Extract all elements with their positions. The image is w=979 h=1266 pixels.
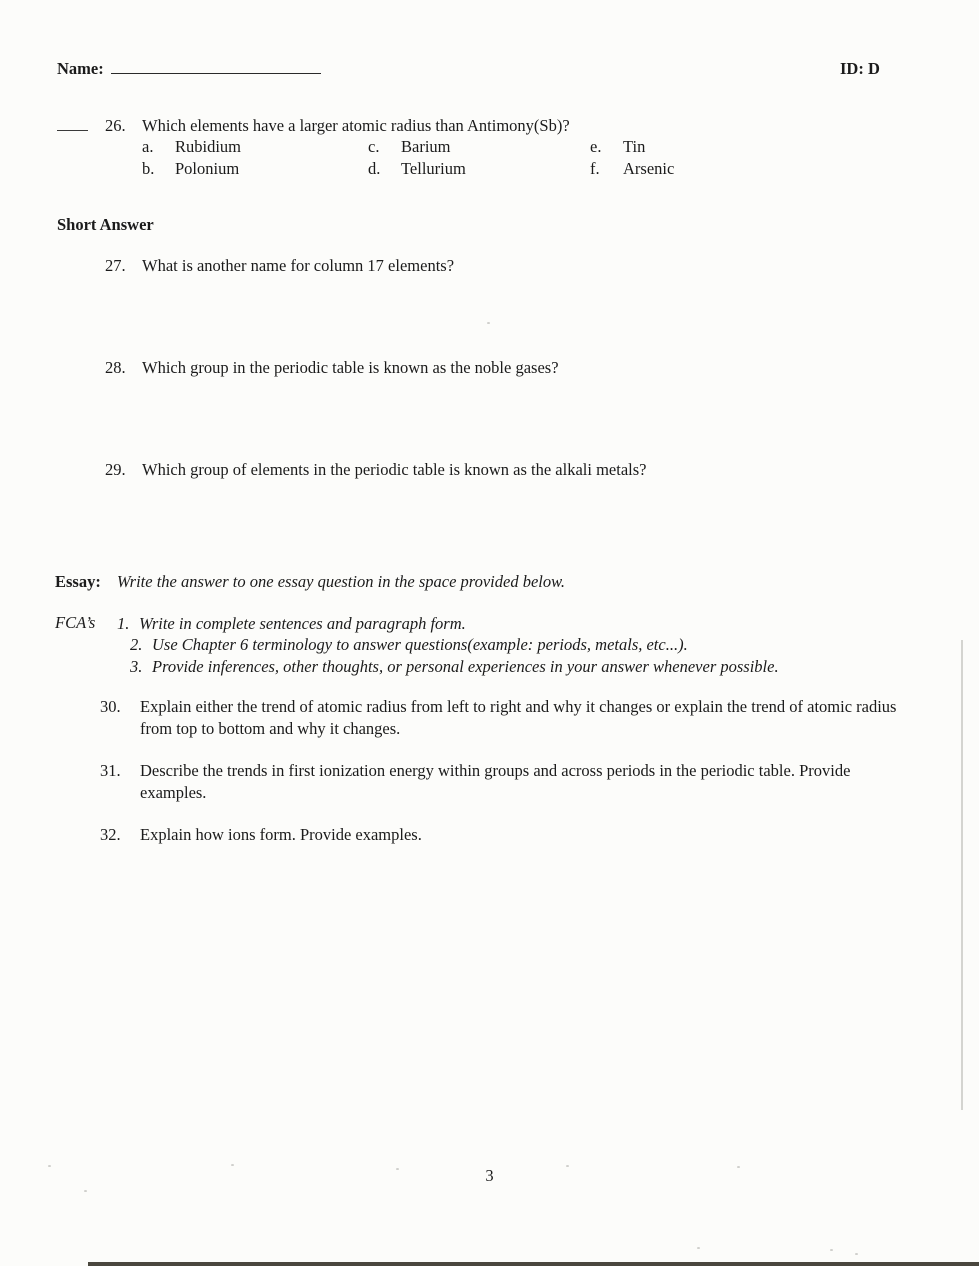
- choice-b: [142, 158, 368, 180]
- scan-artifact-bottom-line: [88, 1262, 979, 1266]
- choice-letter: a.: [142, 137, 154, 156]
- question-31: [100, 760, 900, 803]
- name-field: [57, 59, 321, 79]
- question-number: 26.: [105, 116, 126, 135]
- choice-d: [368, 158, 590, 180]
- essay-label: Essay:: [55, 572, 101, 591]
- choice-letter: b.: [142, 158, 155, 178]
- choice-c: [368, 136, 590, 158]
- scan-speck: [487, 322, 490, 324]
- fca-item-1: [117, 613, 779, 634]
- choice-text: Polonium: [175, 158, 240, 178]
- question-text: What is another name for column 17 elements?: [142, 256, 455, 275]
- fca-item-number: 1.: [117, 614, 130, 633]
- choice-f: [590, 158, 917, 180]
- scan-speck: [48, 1165, 51, 1167]
- question-text: Which group of elements in the periodic table is known as the alkali metals?: [142, 460, 647, 479]
- question-text: Describe the trends in first ionization energy within groups and across periods in the periodic table. Provide examples.: [140, 761, 851, 802]
- scan-speck: [830, 1249, 833, 1251]
- scan-speck: [697, 1247, 700, 1249]
- question-number: 29.: [105, 460, 126, 479]
- scan-speck: [855, 1253, 858, 1255]
- scan-artifact-right-edge: [961, 640, 963, 1110]
- fca-label: FCA’s: [55, 613, 96, 632]
- choice-letter: d.: [368, 158, 381, 178]
- answer-blank-line: [57, 117, 88, 131]
- question-26-stem: [57, 116, 917, 136]
- question-number: 30.: [100, 697, 121, 716]
- fca-item-2: [130, 634, 779, 655]
- question-27: [105, 256, 905, 276]
- choice-letter: c.: [368, 137, 380, 156]
- question-text: Which group in the periodic table is known as the noble gases?: [142, 358, 559, 377]
- scan-speck: [737, 1166, 740, 1168]
- scan-speck: [231, 1164, 234, 1166]
- fca-item-number: 2.: [130, 635, 143, 655]
- question-text: Which elements have a larger atomic radius than Antimony(Sb)?: [142, 116, 570, 135]
- choice-text: Tin: [623, 137, 646, 156]
- choice-text: Tellurium: [401, 158, 466, 178]
- fca-items: [117, 613, 779, 677]
- answer-choices: [142, 136, 917, 179]
- fca-item-text: Write in complete sentences and paragraph form.: [139, 614, 466, 633]
- question-number: 31.: [100, 761, 121, 780]
- fca-block: [55, 613, 915, 677]
- question-29: [105, 460, 905, 480]
- choice-letter: e.: [590, 137, 602, 156]
- choice-a: [142, 136, 368, 158]
- short-answer-heading: Short Answer: [57, 215, 154, 234]
- essay-instruction-line: [55, 572, 565, 592]
- question-text: Explain either the trend of atomic radius from left to right and why it changes or explain the trend of atomic radius from top to bottom and why it changes.: [140, 697, 897, 738]
- choice-text: Barium: [401, 137, 451, 156]
- choice-text: Rubidium: [175, 137, 242, 156]
- name-blank-line: [111, 59, 321, 74]
- fca-item-text: Use Chapter 6 terminology to answer questions(example: periods, metals, etc...).: [152, 635, 688, 655]
- page-number: 3: [485, 1166, 494, 1185]
- question-32: [100, 824, 900, 846]
- scan-speck: [566, 1165, 569, 1167]
- choice-text: Arsenic: [623, 158, 675, 178]
- question-26: [57, 116, 917, 179]
- question-number: 32.: [100, 825, 121, 844]
- id-label: ID: D: [840, 59, 880, 78]
- scan-speck: [84, 1190, 87, 1192]
- choice-letter: f.: [590, 158, 600, 178]
- fca-item-number: 3.: [130, 656, 143, 676]
- question-number: 28.: [105, 358, 126, 377]
- scan-speck: [396, 1168, 399, 1170]
- question-text: Explain how ions form. Provide examples.: [140, 825, 422, 844]
- question-30: [100, 696, 900, 739]
- fca-item-text: Provide inferences, other thoughts, or personal experiences in your answer whenever possible.: [152, 656, 779, 676]
- fca-item-3: [130, 656, 779, 677]
- question-number: 27.: [105, 256, 126, 275]
- essay-instruction: Write the answer to one essay question in the space provided below.: [116, 572, 566, 591]
- name-label: Name:: [57, 59, 104, 78]
- question-28: [105, 358, 905, 378]
- choice-e: [590, 136, 917, 158]
